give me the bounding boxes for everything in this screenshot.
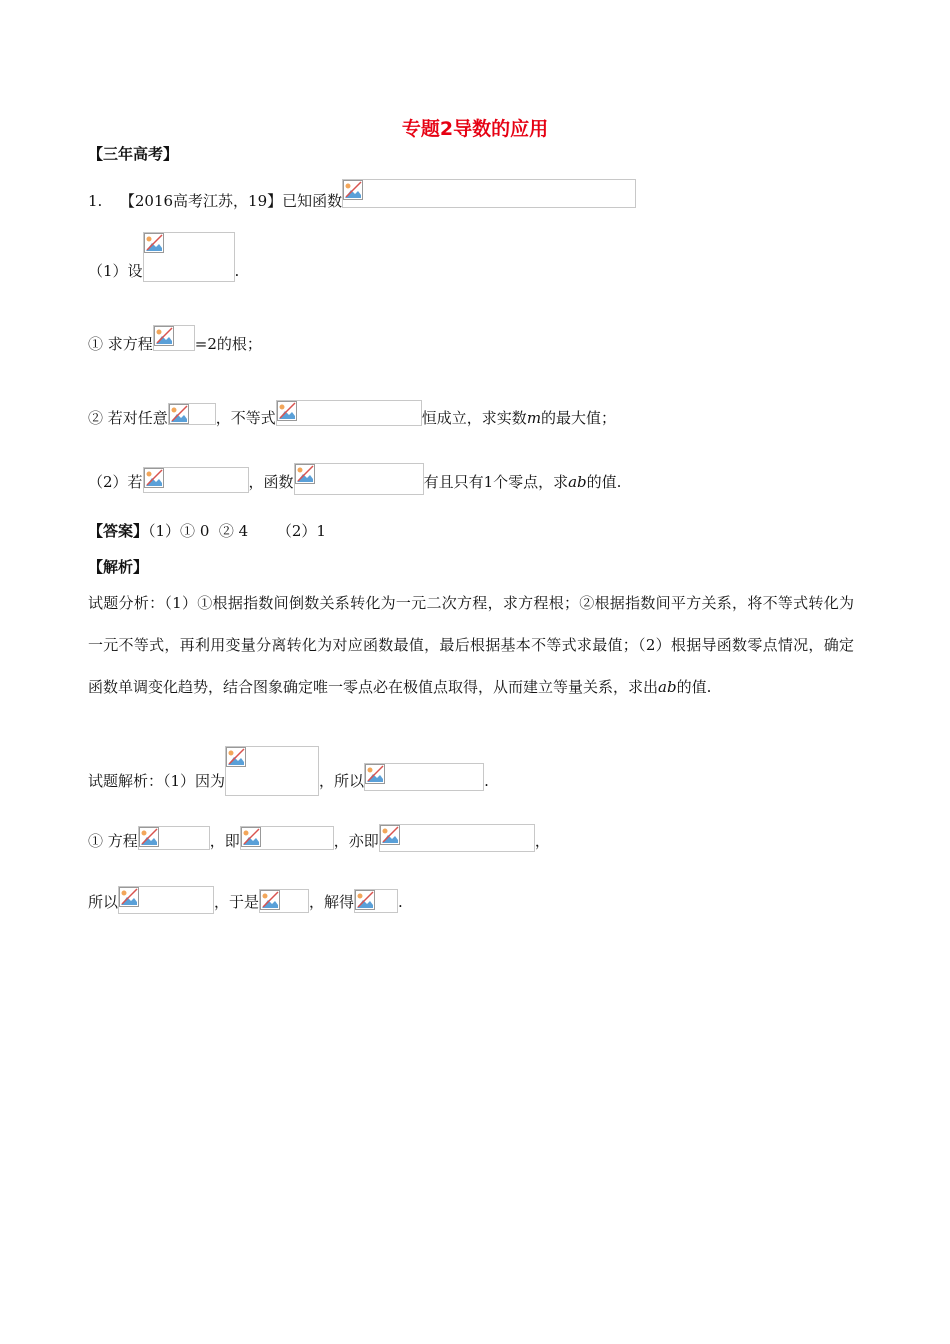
formula-image bbox=[168, 403, 216, 425]
answer-line bbox=[88, 520, 326, 542]
formula-image bbox=[294, 463, 424, 495]
broken-image-icon bbox=[144, 233, 164, 253]
part-1a-label: ① 求方程 bbox=[88, 335, 153, 353]
broken-image-icon bbox=[154, 326, 174, 346]
formula-image bbox=[143, 232, 235, 282]
formula-image bbox=[143, 467, 249, 493]
solution-line-1: 试题解析：（1）因为 ，所以 . bbox=[88, 768, 489, 796]
formula-image bbox=[259, 889, 309, 913]
answer-label: 【答案】 bbox=[88, 522, 149, 540]
broken-image-icon bbox=[343, 180, 363, 200]
part-1b-line: ② 若对任意 ，不等式 恒成立，求实数m的最大值； bbox=[88, 407, 616, 429]
page-title: 专题2导数的应用 bbox=[401, 118, 549, 140]
solution-line-2: ① 方程 ，即 ，亦即 ， bbox=[88, 830, 550, 852]
formula-image bbox=[342, 179, 636, 208]
formula-image bbox=[118, 886, 214, 914]
formula-image bbox=[276, 400, 422, 426]
broken-image-icon bbox=[380, 825, 400, 845]
formula-image bbox=[354, 889, 398, 913]
part-1-label: （1）设 bbox=[88, 262, 143, 280]
formula-image bbox=[379, 824, 535, 852]
formula-image bbox=[138, 826, 210, 850]
formula-image bbox=[225, 746, 319, 796]
formula-image bbox=[240, 826, 334, 850]
section-label: 【三年高考】 bbox=[88, 145, 179, 163]
broken-image-icon bbox=[144, 468, 164, 488]
broken-image-icon bbox=[277, 401, 297, 421]
question-stem: 已知函数 bbox=[282, 192, 343, 210]
analysis-paragraph: 试题分析：（1）①根据指数间倒数关系转化为一元二次方程，求方程根；②根据指数间平方关系，将不等式转化为一元不等式，再利用变量分离转化为对应函数最值，最后根据基本不等式求最值；（2）根据导函数零点情况，确定函数单调变化趋势，结合图象确定唯一零点必在极值点取得，从而建立等量关系，求出ab的值. bbox=[88, 594, 854, 696]
part-2-line: （2）若 ，函数 有且只有1个零点，求ab的值. bbox=[88, 471, 621, 495]
broken-image-icon bbox=[139, 827, 159, 847]
solution-line-3: 所以 ，于是 ，解得 . bbox=[88, 891, 403, 914]
broken-image-icon bbox=[295, 464, 315, 484]
answer-text: （1）① 0 ② 4 （2）1 bbox=[148, 522, 326, 540]
broken-image-icon bbox=[226, 747, 246, 767]
question-1-line bbox=[88, 190, 636, 212]
broken-image-icon bbox=[241, 827, 261, 847]
broken-image-icon bbox=[355, 890, 375, 910]
question-number: 1. bbox=[88, 192, 103, 210]
part-1a-line: ① 求方程 =2的根； bbox=[88, 333, 262, 355]
formula-image bbox=[153, 325, 195, 351]
question-source: 【2016高考江苏，19】 bbox=[119, 192, 283, 210]
broken-image-icon bbox=[119, 887, 139, 907]
broken-image-icon bbox=[260, 890, 280, 910]
part-2-label: （2）若 bbox=[88, 473, 143, 491]
formula-image bbox=[364, 763, 484, 791]
broken-image-icon bbox=[169, 404, 189, 424]
part-1-line: （1）设 . bbox=[88, 260, 239, 282]
part-1b-label: ② 若对任意 bbox=[88, 409, 168, 427]
analysis-label: 【解析】 bbox=[88, 558, 149, 576]
broken-image-icon bbox=[365, 764, 385, 784]
